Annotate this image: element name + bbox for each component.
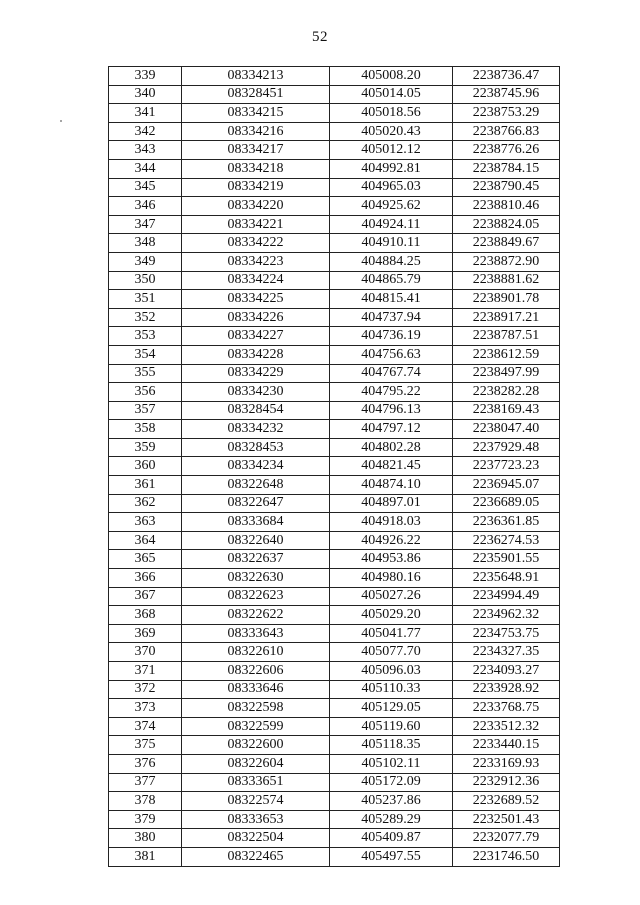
x-coordinate-cell: 405014.05 bbox=[330, 85, 453, 104]
point-number-cell: 376 bbox=[109, 754, 182, 773]
y-coordinate-cell: 2238766.83 bbox=[453, 122, 560, 141]
point-number-cell: 357 bbox=[109, 401, 182, 420]
point-number-cell: 374 bbox=[109, 717, 182, 736]
point-code-cell: 08333653 bbox=[182, 810, 330, 829]
point-number-cell: 379 bbox=[109, 810, 182, 829]
x-coordinate-cell: 404802.28 bbox=[330, 438, 453, 457]
x-coordinate-cell: 405096.03 bbox=[330, 662, 453, 681]
y-coordinate-cell: 2238745.96 bbox=[453, 85, 560, 104]
point-code-cell: 08322630 bbox=[182, 569, 330, 588]
point-number-cell: 377 bbox=[109, 773, 182, 792]
point-code-cell: 08334218 bbox=[182, 159, 330, 178]
point-code-cell: 08322647 bbox=[182, 494, 330, 513]
table-row bbox=[109, 290, 560, 309]
point-number-cell: 381 bbox=[109, 847, 182, 866]
y-coordinate-cell: 2238047.40 bbox=[453, 420, 560, 439]
table-row bbox=[109, 754, 560, 773]
x-coordinate-cell: 405129.05 bbox=[330, 699, 453, 718]
point-code-cell: 08334229 bbox=[182, 364, 330, 383]
x-coordinate-cell: 404737.94 bbox=[330, 308, 453, 327]
point-number-cell: 344 bbox=[109, 159, 182, 178]
table-row bbox=[109, 234, 560, 253]
y-coordinate-cell: 2237929.48 bbox=[453, 438, 560, 457]
point-code-cell: 08322637 bbox=[182, 550, 330, 569]
point-code-cell: 08334228 bbox=[182, 345, 330, 364]
point-number-cell: 373 bbox=[109, 699, 182, 718]
y-coordinate-cell: 2232689.52 bbox=[453, 792, 560, 811]
table-row bbox=[109, 327, 560, 346]
x-coordinate-cell: 404767.74 bbox=[330, 364, 453, 383]
table-row bbox=[109, 792, 560, 811]
x-coordinate-cell: 405497.55 bbox=[330, 847, 453, 866]
table-row bbox=[109, 122, 560, 141]
table-row bbox=[109, 178, 560, 197]
coordinates-table bbox=[108, 66, 560, 867]
y-coordinate-cell: 2234962.32 bbox=[453, 606, 560, 625]
y-coordinate-cell: 2238736.47 bbox=[453, 67, 560, 86]
y-coordinate-cell: 2233169.93 bbox=[453, 754, 560, 773]
y-coordinate-cell: 2238849.67 bbox=[453, 234, 560, 253]
table-row bbox=[109, 717, 560, 736]
scan-speck bbox=[60, 120, 62, 122]
x-coordinate-cell: 404992.81 bbox=[330, 159, 453, 178]
point-code-cell: 08334217 bbox=[182, 141, 330, 160]
point-code-cell: 08322623 bbox=[182, 587, 330, 606]
table-row bbox=[109, 420, 560, 439]
x-coordinate-cell: 404815.41 bbox=[330, 290, 453, 309]
y-coordinate-cell: 2238872.90 bbox=[453, 252, 560, 271]
table-row bbox=[109, 829, 560, 848]
point-code-cell: 08322599 bbox=[182, 717, 330, 736]
x-coordinate-cell: 405118.35 bbox=[330, 736, 453, 755]
y-coordinate-cell: 2232912.36 bbox=[453, 773, 560, 792]
point-code-cell: 08334216 bbox=[182, 122, 330, 141]
point-number-cell: 370 bbox=[109, 643, 182, 662]
point-number-cell: 367 bbox=[109, 587, 182, 606]
y-coordinate-cell: 2238881.62 bbox=[453, 271, 560, 290]
point-number-cell: 380 bbox=[109, 829, 182, 848]
y-coordinate-cell: 2238784.15 bbox=[453, 159, 560, 178]
point-number-cell: 355 bbox=[109, 364, 182, 383]
x-coordinate-cell: 405012.12 bbox=[330, 141, 453, 160]
table-row bbox=[109, 67, 560, 86]
point-number-cell: 364 bbox=[109, 531, 182, 550]
table-row bbox=[109, 587, 560, 606]
y-coordinate-cell: 2234994.49 bbox=[453, 587, 560, 606]
table-row bbox=[109, 643, 560, 662]
y-coordinate-cell: 2238497.99 bbox=[453, 364, 560, 383]
y-coordinate-cell: 2238169.43 bbox=[453, 401, 560, 420]
y-coordinate-cell: 2238810.46 bbox=[453, 197, 560, 216]
point-code-cell: 08322600 bbox=[182, 736, 330, 755]
point-number-cell: 345 bbox=[109, 178, 182, 197]
point-code-cell: 08322622 bbox=[182, 606, 330, 625]
y-coordinate-cell: 2234327.35 bbox=[453, 643, 560, 662]
point-number-cell: 361 bbox=[109, 476, 182, 495]
x-coordinate-cell: 405029.20 bbox=[330, 606, 453, 625]
table-row bbox=[109, 141, 560, 160]
point-number-cell: 358 bbox=[109, 420, 182, 439]
x-coordinate-cell: 405020.43 bbox=[330, 122, 453, 141]
point-code-cell: 08334220 bbox=[182, 197, 330, 216]
point-code-cell: 08334226 bbox=[182, 308, 330, 327]
point-number-cell: 372 bbox=[109, 680, 182, 699]
table-row bbox=[109, 197, 560, 216]
point-number-cell: 359 bbox=[109, 438, 182, 457]
x-coordinate-cell: 404821.45 bbox=[330, 457, 453, 476]
point-code-cell: 08334213 bbox=[182, 67, 330, 86]
point-code-cell: 08334219 bbox=[182, 178, 330, 197]
point-number-cell: 353 bbox=[109, 327, 182, 346]
table-row bbox=[109, 383, 560, 402]
point-number-cell: 339 bbox=[109, 67, 182, 86]
point-number-cell: 354 bbox=[109, 345, 182, 364]
point-code-cell: 08334215 bbox=[182, 104, 330, 123]
x-coordinate-cell: 405018.56 bbox=[330, 104, 453, 123]
y-coordinate-cell: 2238901.78 bbox=[453, 290, 560, 309]
x-coordinate-cell: 404874.10 bbox=[330, 476, 453, 495]
table-row bbox=[109, 85, 560, 104]
point-code-cell: 08334230 bbox=[182, 383, 330, 402]
point-code-cell: 08322640 bbox=[182, 531, 330, 550]
point-number-cell: 348 bbox=[109, 234, 182, 253]
point-number-cell: 363 bbox=[109, 513, 182, 532]
x-coordinate-cell: 405237.86 bbox=[330, 792, 453, 811]
x-coordinate-cell: 405119.60 bbox=[330, 717, 453, 736]
x-coordinate-cell: 405409.87 bbox=[330, 829, 453, 848]
x-coordinate-cell: 405041.77 bbox=[330, 624, 453, 643]
y-coordinate-cell: 2233928.92 bbox=[453, 680, 560, 699]
point-code-cell: 08333646 bbox=[182, 680, 330, 699]
table-row bbox=[109, 308, 560, 327]
table-row bbox=[109, 513, 560, 532]
y-coordinate-cell: 2234753.75 bbox=[453, 624, 560, 643]
point-code-cell: 08334234 bbox=[182, 457, 330, 476]
y-coordinate-cell: 2236274.53 bbox=[453, 531, 560, 550]
table-row bbox=[109, 569, 560, 588]
point-number-cell: 347 bbox=[109, 215, 182, 234]
point-code-cell: 08333643 bbox=[182, 624, 330, 643]
table-row bbox=[109, 773, 560, 792]
table-row bbox=[109, 680, 560, 699]
x-coordinate-cell: 404865.79 bbox=[330, 271, 453, 290]
point-code-cell: 08333651 bbox=[182, 773, 330, 792]
x-coordinate-cell: 405008.20 bbox=[330, 67, 453, 86]
point-number-cell: 365 bbox=[109, 550, 182, 569]
y-coordinate-cell: 2232077.79 bbox=[453, 829, 560, 848]
x-coordinate-cell: 404910.11 bbox=[330, 234, 453, 253]
y-coordinate-cell: 2235901.55 bbox=[453, 550, 560, 569]
x-coordinate-cell: 404965.03 bbox=[330, 178, 453, 197]
y-coordinate-cell: 2233440.15 bbox=[453, 736, 560, 755]
point-number-cell: 341 bbox=[109, 104, 182, 123]
point-code-cell: 08322465 bbox=[182, 847, 330, 866]
point-number-cell: 350 bbox=[109, 271, 182, 290]
table-row bbox=[109, 401, 560, 420]
table-row bbox=[109, 345, 560, 364]
point-code-cell: 08334223 bbox=[182, 252, 330, 271]
point-number-cell: 343 bbox=[109, 141, 182, 160]
x-coordinate-cell: 405027.26 bbox=[330, 587, 453, 606]
y-coordinate-cell: 2232501.43 bbox=[453, 810, 560, 829]
table-row bbox=[109, 699, 560, 718]
y-coordinate-cell: 2238776.26 bbox=[453, 141, 560, 160]
table-row bbox=[109, 624, 560, 643]
page-number: 52 bbox=[312, 29, 328, 45]
y-coordinate-cell: 2238282.28 bbox=[453, 383, 560, 402]
table-row bbox=[109, 494, 560, 513]
point-code-cell: 08322610 bbox=[182, 643, 330, 662]
point-code-cell: 08322574 bbox=[182, 792, 330, 811]
x-coordinate-cell: 405289.29 bbox=[330, 810, 453, 829]
table-row bbox=[109, 159, 560, 178]
point-number-cell: 369 bbox=[109, 624, 182, 643]
y-coordinate-cell: 2238824.05 bbox=[453, 215, 560, 234]
x-coordinate-cell: 405077.70 bbox=[330, 643, 453, 662]
table-row bbox=[109, 736, 560, 755]
point-code-cell: 08322606 bbox=[182, 662, 330, 681]
point-code-cell: 08328453 bbox=[182, 438, 330, 457]
point-code-cell: 08334222 bbox=[182, 234, 330, 253]
table-row bbox=[109, 438, 560, 457]
point-code-cell: 08322598 bbox=[182, 699, 330, 718]
point-code-cell: 08334232 bbox=[182, 420, 330, 439]
table-row bbox=[109, 364, 560, 383]
y-coordinate-cell: 2238787.51 bbox=[453, 327, 560, 346]
point-number-cell: 362 bbox=[109, 494, 182, 513]
table-row bbox=[109, 662, 560, 681]
y-coordinate-cell: 2236945.07 bbox=[453, 476, 560, 495]
point-code-cell: 08328451 bbox=[182, 85, 330, 104]
point-number-cell: 356 bbox=[109, 383, 182, 402]
point-number-cell: 371 bbox=[109, 662, 182, 681]
x-coordinate-cell: 404918.03 bbox=[330, 513, 453, 532]
y-coordinate-cell: 2238612.59 bbox=[453, 345, 560, 364]
point-number-cell: 368 bbox=[109, 606, 182, 625]
point-number-cell: 349 bbox=[109, 252, 182, 271]
y-coordinate-cell: 2233512.32 bbox=[453, 717, 560, 736]
x-coordinate-cell: 404953.86 bbox=[330, 550, 453, 569]
table-row bbox=[109, 271, 560, 290]
point-code-cell: 08328454 bbox=[182, 401, 330, 420]
point-number-cell: 342 bbox=[109, 122, 182, 141]
y-coordinate-cell: 2236361.85 bbox=[453, 513, 560, 532]
y-coordinate-cell: 2235648.91 bbox=[453, 569, 560, 588]
table-row bbox=[109, 215, 560, 234]
y-coordinate-cell: 2236689.05 bbox=[453, 494, 560, 513]
point-number-cell: 378 bbox=[109, 792, 182, 811]
x-coordinate-cell: 405110.33 bbox=[330, 680, 453, 699]
x-coordinate-cell: 404736.19 bbox=[330, 327, 453, 346]
y-coordinate-cell: 2231746.50 bbox=[453, 847, 560, 866]
point-code-cell: 08322504 bbox=[182, 829, 330, 848]
point-number-cell: 346 bbox=[109, 197, 182, 216]
point-number-cell: 366 bbox=[109, 569, 182, 588]
x-coordinate-cell: 404884.25 bbox=[330, 252, 453, 271]
x-coordinate-cell: 404756.63 bbox=[330, 345, 453, 364]
table-row bbox=[109, 550, 560, 569]
table-row bbox=[109, 104, 560, 123]
x-coordinate-cell: 404980.16 bbox=[330, 569, 453, 588]
y-coordinate-cell: 2237723.23 bbox=[453, 457, 560, 476]
table-row bbox=[109, 531, 560, 550]
x-coordinate-cell: 404795.22 bbox=[330, 383, 453, 402]
x-coordinate-cell: 404796.13 bbox=[330, 401, 453, 420]
table-row bbox=[109, 476, 560, 495]
point-number-cell: 351 bbox=[109, 290, 182, 309]
x-coordinate-cell: 404925.62 bbox=[330, 197, 453, 216]
point-code-cell: 08334227 bbox=[182, 327, 330, 346]
y-coordinate-cell: 2234093.27 bbox=[453, 662, 560, 681]
table-row bbox=[109, 606, 560, 625]
x-coordinate-cell: 404924.11 bbox=[330, 215, 453, 234]
table-row bbox=[109, 810, 560, 829]
point-code-cell: 08334225 bbox=[182, 290, 330, 309]
x-coordinate-cell: 405102.11 bbox=[330, 754, 453, 773]
table-row bbox=[109, 252, 560, 271]
point-code-cell: 08334224 bbox=[182, 271, 330, 290]
table-row bbox=[109, 847, 560, 866]
x-coordinate-cell: 404797.12 bbox=[330, 420, 453, 439]
y-coordinate-cell: 2238790.45 bbox=[453, 178, 560, 197]
coordinates-table-body bbox=[109, 67, 560, 867]
point-number-cell: 360 bbox=[109, 457, 182, 476]
point-code-cell: 08322648 bbox=[182, 476, 330, 495]
point-number-cell: 340 bbox=[109, 85, 182, 104]
x-coordinate-cell: 405172.09 bbox=[330, 773, 453, 792]
y-coordinate-cell: 2238917.21 bbox=[453, 308, 560, 327]
point-code-cell: 08333684 bbox=[182, 513, 330, 532]
table-row bbox=[109, 457, 560, 476]
x-coordinate-cell: 404926.22 bbox=[330, 531, 453, 550]
y-coordinate-cell: 2233768.75 bbox=[453, 699, 560, 718]
y-coordinate-cell: 2238753.29 bbox=[453, 104, 560, 123]
x-coordinate-cell: 404897.01 bbox=[330, 494, 453, 513]
point-code-cell: 08322604 bbox=[182, 754, 330, 773]
point-number-cell: 375 bbox=[109, 736, 182, 755]
point-number-cell: 352 bbox=[109, 308, 182, 327]
point-code-cell: 08334221 bbox=[182, 215, 330, 234]
